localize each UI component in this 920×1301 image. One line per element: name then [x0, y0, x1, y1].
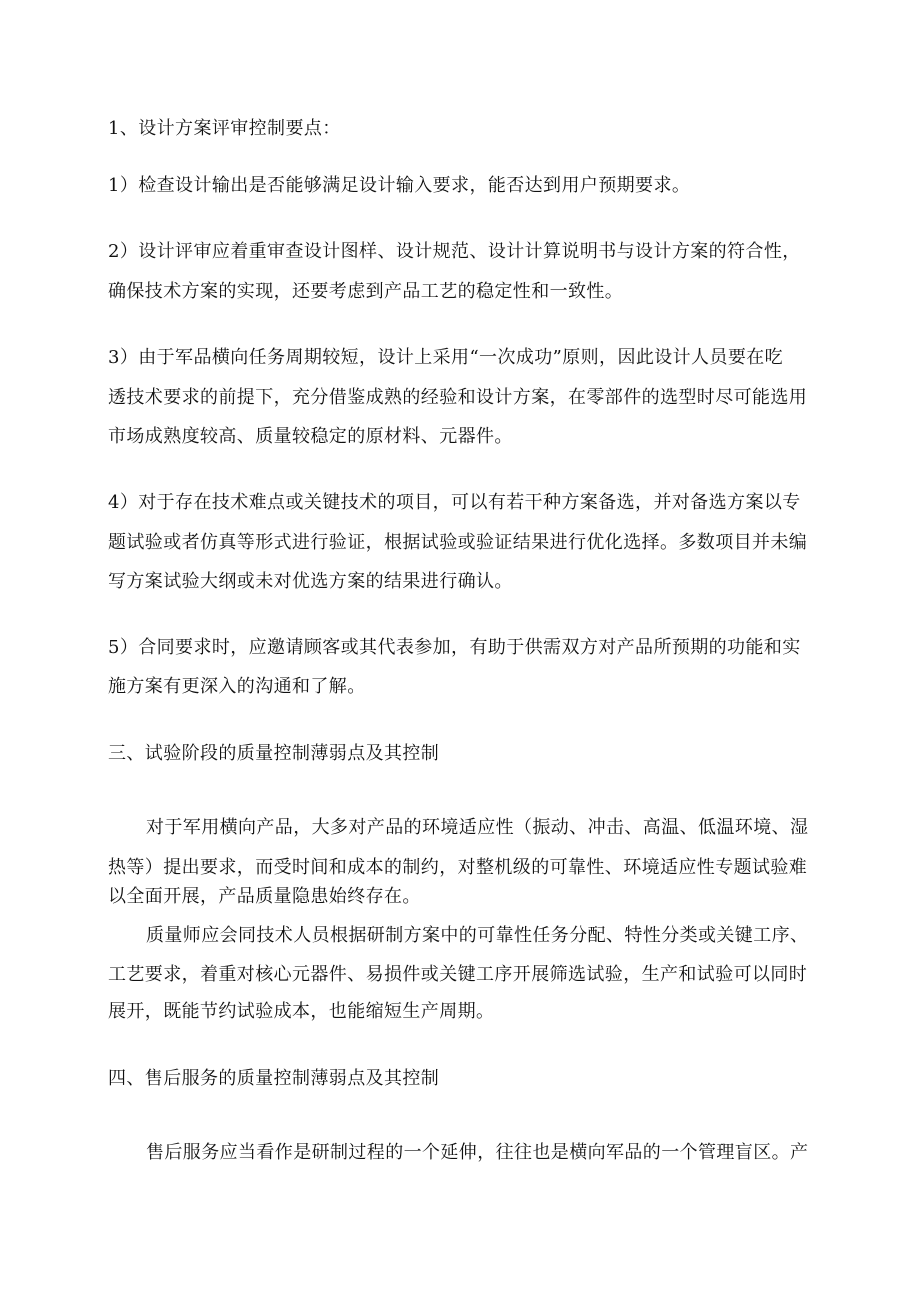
list-item-3-line-1: 3）由于军品横向任务周期较短，设计上采用“一次成功”原则，因此设计人员要在吃 [108, 347, 784, 368]
list-item-3-line-2: 透技术要求的前提下，充分借鉴成熟的经验和设计方案，在零部件的选型时尽可能选用 [108, 387, 808, 408]
list-item-5-line-1: 5）合同要求时，应邀请顾客或其代表参加，有助于供需双方对产品所预期的功能和实 [108, 637, 801, 658]
list-item-4-line-2: 题试验或者仿真等形式进行验证，根据试验或验证结果进行优化选择。多数项目并未编 [108, 532, 808, 553]
paragraph-line: 质量师应会同技术人员根据研制方案中的可靠性任务分配、特性分类或关键工序、 [146, 925, 809, 946]
paragraph-line: 展开，既能节约试验成本，也能缩短生产周期。 [108, 1001, 495, 1022]
list-item-3-line-3: 市场成熟度较高、质量较稳定的原材料、元器件。 [108, 426, 513, 447]
list-item-4-line-1: 4）对于存在技术难点或关键技术的项目，可以有若干种方案备选，并对备选方案以专 [108, 492, 801, 513]
paragraph-line: 工艺要求，着重对核心元器件、易损件或关键工序开展筛选试验，生产和试验可以同时 [108, 964, 808, 985]
list-item-2-line-1: 2）设计评审应着重审查设计图样、设计规范、设计计算说明书与设计方案的符合性， [108, 241, 801, 262]
paragraph-line: 售后服务应当看作是研制过程的一个延伸，往往也是横向军品的一个管理盲区。产 [146, 1142, 809, 1163]
paragraph-line: 热等）提出要求，而受时间和成本的制约，对整机级的可靠性、环境适应性专题试验难 [108, 857, 808, 878]
section-heading-design-review: 1、设计方案评审控制要点： [108, 118, 341, 139]
section-heading-after-sales: 四、售后服务的质量控制薄弱点及其控制 [108, 1068, 440, 1089]
section-heading-testing: 三、试验阶段的质量控制薄弱点及其控制 [108, 743, 440, 764]
list-item-2-line-2: 确保技术方案的实现，还要考虑到产品工艺的稳定性和一致性。 [108, 281, 624, 302]
list-item-4-line-3: 写方案试验大纲或未对优选方案的结果进行确认。 [108, 571, 513, 592]
list-item-5-line-2: 施方案有更深入的沟通和了解。 [108, 676, 366, 697]
paragraph-line: 以全面开展，产品质量隐患始终存在。 [108, 886, 421, 907]
paragraph-line: 对于军用横向产品，大多对产品的环境适应性（振动、冲击、高温、低温环境、湿 [146, 817, 809, 838]
list-item-1: 1）检查设计输出是否能够满足设计输入要求，能否达到用户预期要求。 [108, 175, 691, 196]
